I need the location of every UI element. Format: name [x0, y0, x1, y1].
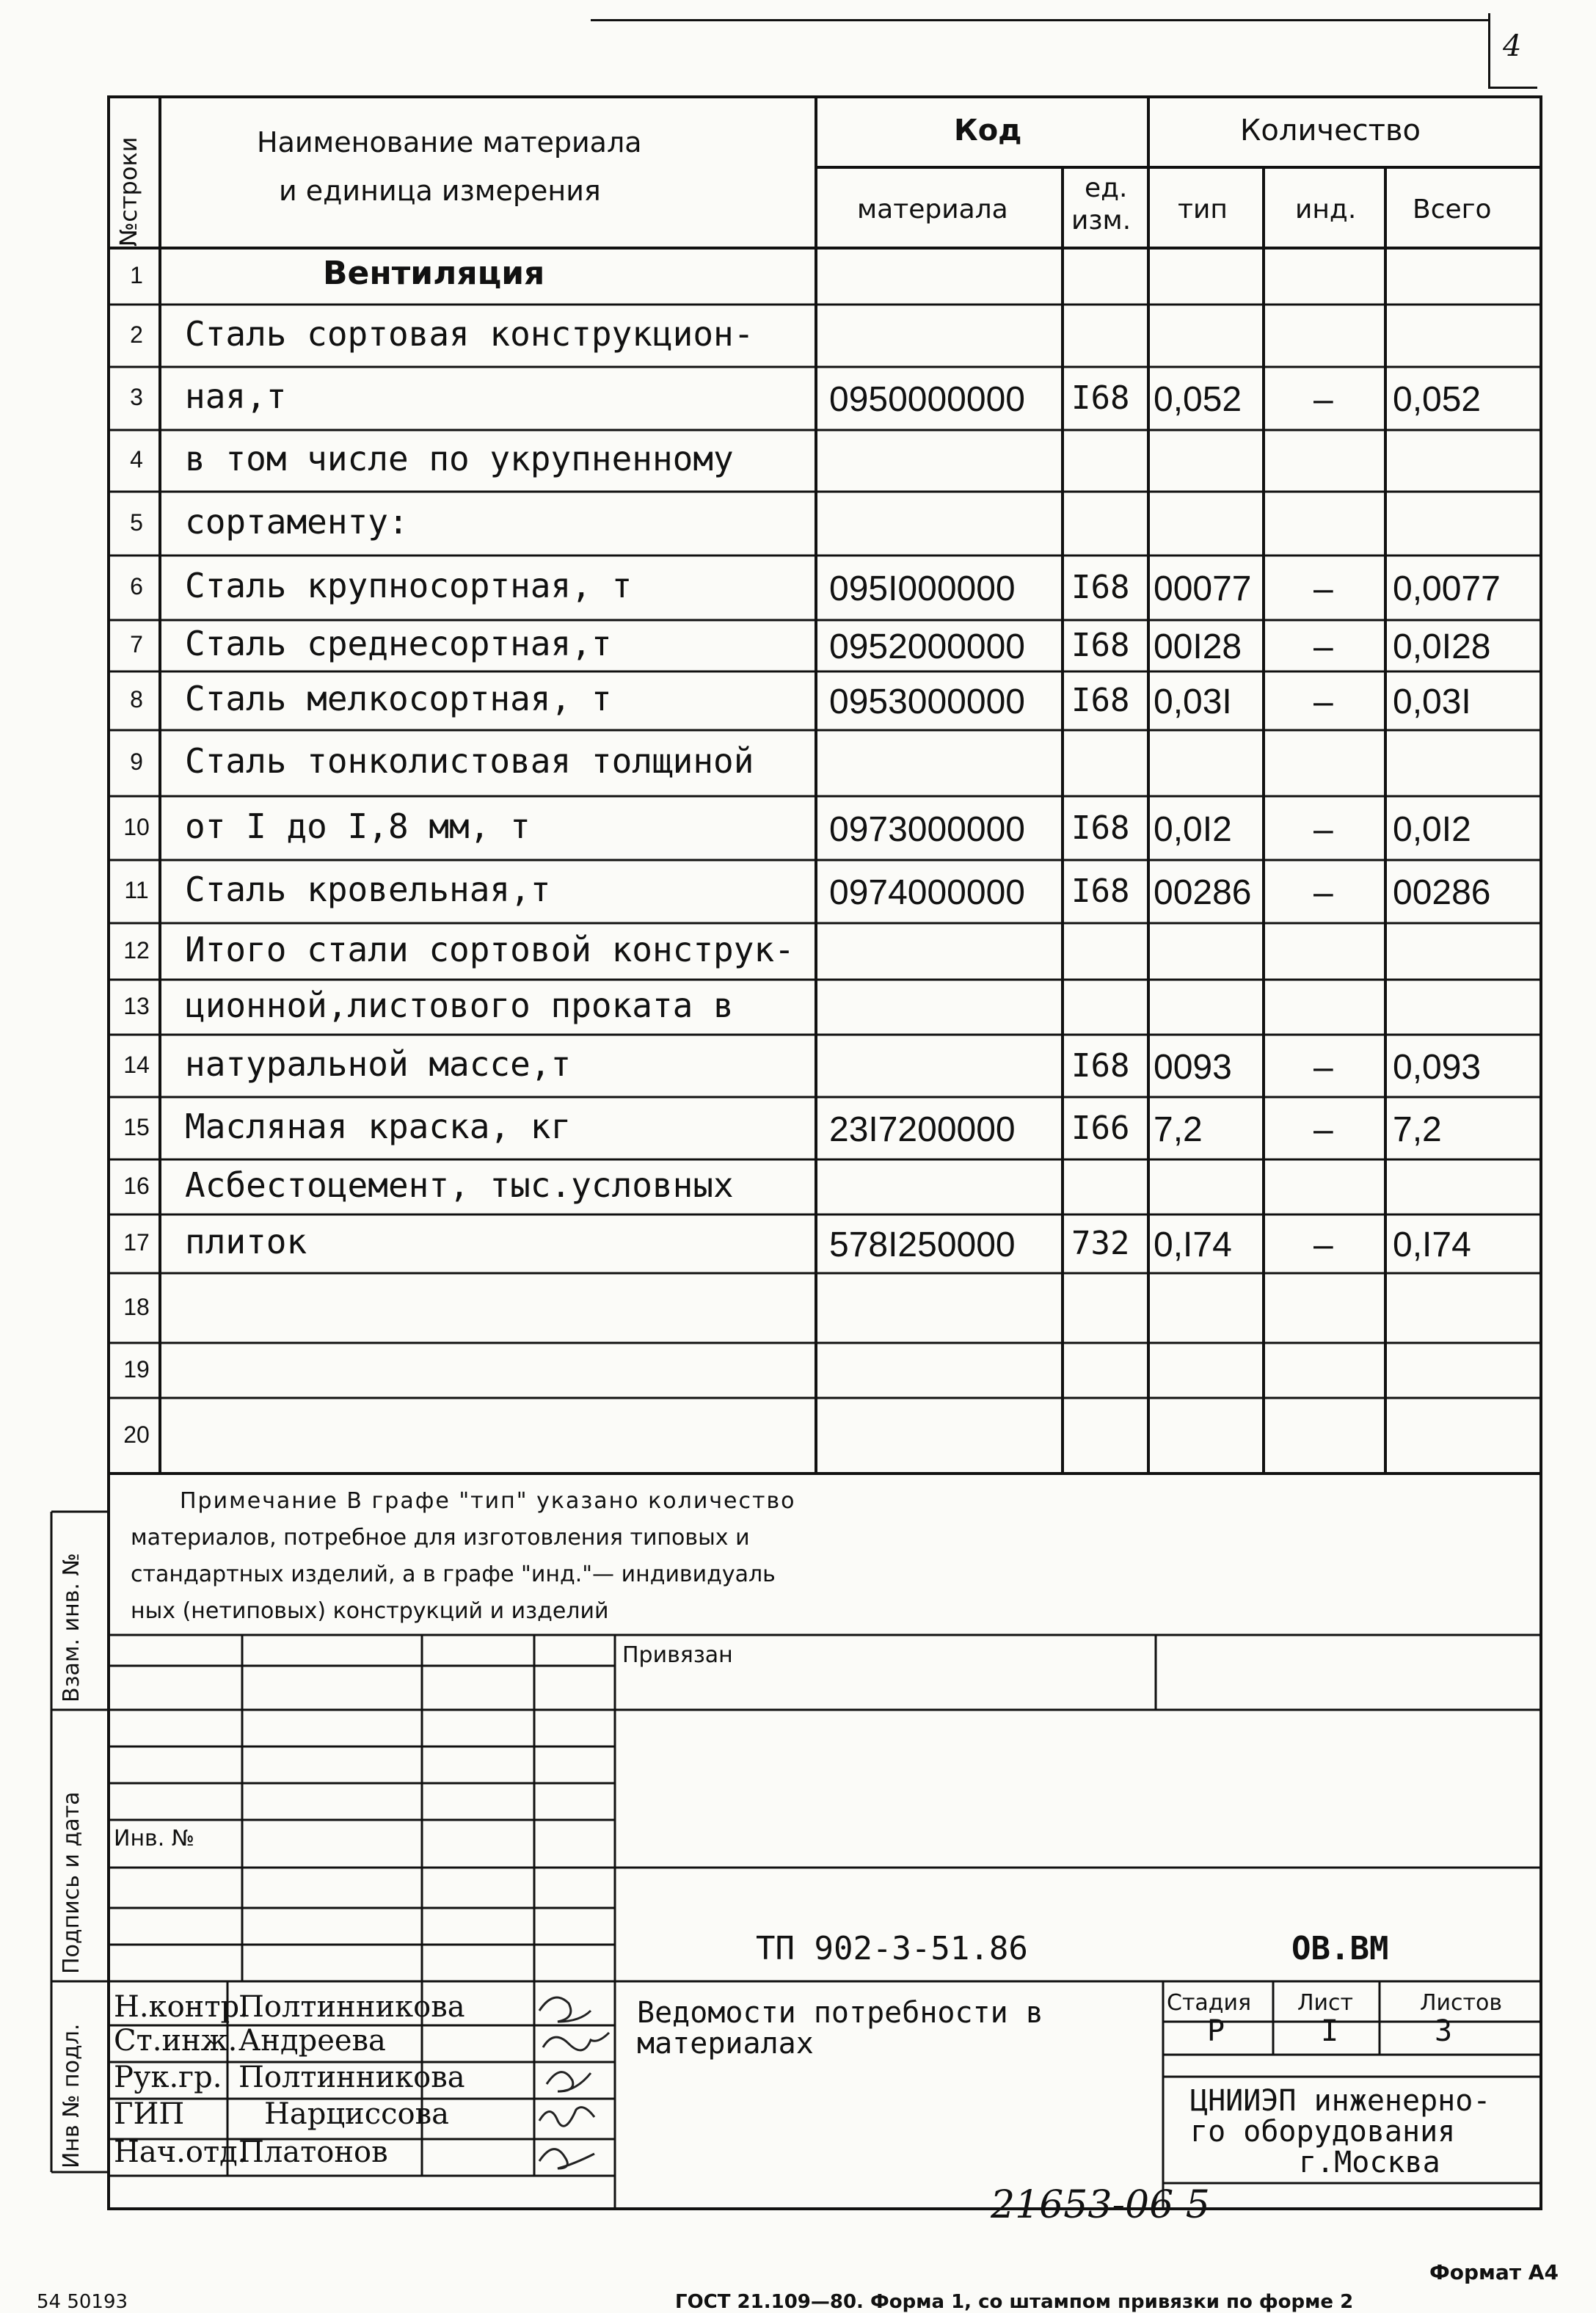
- cell-typ: 0,03I: [1154, 682, 1232, 721]
- footer-format: Формат А4: [1429, 2260, 1559, 2284]
- cell-ind: –: [1313, 380, 1333, 419]
- cell-typ: 00077: [1154, 569, 1252, 608]
- header-code-material: материала: [857, 194, 1008, 225]
- header-row-no: №строки: [114, 136, 142, 247]
- cell-n: 18: [123, 1293, 150, 1320]
- header-name-line1: Наименование материала: [257, 126, 642, 159]
- note-line3: стандартных изделий, а в графе "инд."— индивидуаль: [131, 1562, 776, 1587]
- side-label-podpis: Подпись и дата: [59, 1791, 84, 1974]
- cell-code: 0950000000: [829, 380, 1025, 419]
- signer-name: Полтинникова: [238, 2061, 465, 2094]
- cell-unit: I66: [1071, 1109, 1130, 1147]
- stamp-title-line1: Ведомости потребности в: [637, 1996, 1043, 2030]
- cell-total: 00286: [1393, 873, 1491, 912]
- cell-name: Масляная краска, кг: [185, 1106, 572, 1146]
- stamp-bound: Привязан: [622, 1642, 733, 1668]
- cell-total: 7,2: [1393, 1110, 1442, 1149]
- cell-total: 0,052: [1393, 380, 1482, 419]
- cell-name: ная,т: [185, 376, 287, 416]
- cell-n: 11: [124, 877, 149, 903]
- signer-role: Нач.отд.: [114, 2135, 247, 2169]
- stamp-org-line1: ЦНИИЭП инженерно-: [1190, 2084, 1491, 2118]
- signer-role: Рук.гр.: [114, 2061, 222, 2094]
- cell-typ: 0093: [1154, 1047, 1232, 1087]
- stamp-sheet: I: [1321, 2014, 1339, 2048]
- cell-code: 23I7200000: [829, 1110, 1016, 1149]
- cell-name: сортаменту:: [185, 501, 409, 542]
- cell-name: Сталь тонколистовая толщиной: [185, 741, 754, 781]
- stamp-sheet-label: Лист: [1297, 1990, 1354, 2016]
- cell-ind: –: [1313, 809, 1333, 849]
- header-code: Код: [954, 114, 1022, 147]
- cell-n: 4: [130, 446, 143, 473]
- cell-code: 0973000000: [829, 809, 1025, 849]
- cell-typ: 7,2: [1154, 1110, 1203, 1149]
- cell-n: 19: [123, 1355, 150, 1383]
- stamp-mark: ОВ.ВМ: [1291, 1930, 1389, 1967]
- cell-unit: 732: [1071, 1225, 1130, 1262]
- signer-role: ГИП: [114, 2097, 185, 2131]
- cell-n: 13: [123, 992, 150, 1019]
- side-label-inv-podl: Инв № подл.: [59, 2023, 84, 2168]
- cell-typ: 0,0I2: [1154, 809, 1232, 849]
- cell-name: Итого стали сортовой конструк-: [185, 929, 795, 969]
- cell-n: 7: [130, 631, 143, 658]
- cell-code: 0953000000: [829, 682, 1025, 721]
- cell-total: 0,0077: [1393, 569, 1501, 608]
- stamp-title-line2: материалах: [637, 2027, 814, 2061]
- cell-name: Сталь сортовая конструкцион-: [185, 313, 754, 354]
- cell-code: 578I250000: [829, 1225, 1016, 1264]
- cell-name: Сталь крупносортная, т: [185, 566, 633, 605]
- cell-name: в том числе по укрупненному: [185, 439, 734, 478]
- header-code-unit-1: ед.: [1085, 173, 1128, 203]
- cell-unit: I68: [1071, 379, 1130, 417]
- handwritten-number: 21653-06 5: [991, 2183, 1210, 2227]
- cell-ind: –: [1313, 682, 1333, 721]
- cell-n: 5: [130, 509, 143, 536]
- cell-ind: –: [1313, 1110, 1333, 1149]
- signer-name: Нарциссова: [264, 2097, 449, 2131]
- cell-n: 3: [130, 384, 143, 410]
- cell-code: 0952000000: [829, 627, 1025, 666]
- cell-total: 0,093: [1393, 1047, 1482, 1087]
- cell-n: 16: [123, 1172, 150, 1199]
- stamp-org-line3: г.Москва: [1299, 2146, 1440, 2179]
- cell-total: 0,03I: [1393, 682, 1471, 721]
- cell-ind: –: [1313, 569, 1333, 608]
- side-label-vzam: Взам. инв. №: [59, 1553, 84, 1702]
- cell-name: Сталь среднесортная,т: [185, 624, 612, 663]
- cell-unit: I68: [1071, 809, 1130, 847]
- cell-name: плиток: [185, 1222, 307, 1261]
- header-quantity: Количество: [1240, 114, 1421, 147]
- cell-name: ционной,листового проката в: [185, 985, 734, 1025]
- stamp-org-line2: го оборудования: [1190, 2115, 1456, 2149]
- cell-typ: 0,052: [1154, 380, 1242, 419]
- stamp-inv-no: Инв. №: [114, 1826, 195, 1851]
- stamp-doc-code: ТП 902-3-51.86: [756, 1930, 1028, 1967]
- cell-name: от I до I,8 мм, т: [185, 806, 531, 846]
- cell-name: Сталь мелкосортная, т: [185, 679, 612, 718]
- cell-unit: I68: [1071, 569, 1130, 606]
- cell-name: Сталь кровельная,т: [185, 870, 551, 909]
- cell-total: 0,0I2: [1393, 809, 1471, 849]
- cell-name: Асбестоцемент, тыс.условных: [185, 1165, 734, 1205]
- cell-n: 6: [130, 573, 143, 600]
- signer-name: Андреева: [238, 2024, 386, 2058]
- signer-role: Ст.инж.: [114, 2024, 238, 2058]
- signer-role: Н.контр.: [114, 1990, 249, 2024]
- cell-code: 0974000000: [829, 873, 1025, 912]
- cell-n: 10: [123, 813, 150, 840]
- footer-left: 54 50193: [37, 2291, 128, 2313]
- cell-ind: –: [1313, 1225, 1333, 1264]
- cell-n: 17: [123, 1229, 150, 1256]
- page-number: 4: [1503, 29, 1522, 63]
- stamp-stage-label: Стадия: [1167, 1990, 1252, 2016]
- header-code-unit-2: изм.: [1071, 205, 1132, 236]
- signer-name: Платонов: [238, 2135, 388, 2169]
- cell-code: 095I000000: [829, 569, 1016, 608]
- cell-typ: 00286: [1154, 873, 1252, 912]
- cell-ind: –: [1313, 627, 1333, 666]
- cell-ind: –: [1313, 1047, 1333, 1087]
- cell-n: 9: [130, 748, 143, 775]
- header-name-line2: и единица измерения: [279, 175, 601, 207]
- note-line2: материалов, потребное для изготовления типовых и: [131, 1525, 750, 1551]
- header-qty-type: тип: [1178, 194, 1228, 225]
- cell-unit: I68: [1071, 682, 1130, 719]
- cell-total: 0,0I28: [1393, 627, 1491, 666]
- stamp-sheets-label: Листов: [1420, 1990, 1503, 2016]
- cell-n: 14: [123, 1051, 150, 1078]
- cell-name: натуральной массе,т: [185, 1043, 572, 1084]
- signature-scribbles: [539, 1997, 609, 2168]
- signer-name: Полтинникова: [238, 1990, 465, 2024]
- cell-n: 20: [123, 1421, 150, 1448]
- note-line4: ных (нетиповых) конструкций и изделий: [131, 1598, 609, 1624]
- stamp-stage: Р: [1207, 2014, 1225, 2048]
- cell-n: 15: [123, 1113, 150, 1140]
- cell-name: Вентиляция: [323, 254, 545, 292]
- cell-ind: –: [1313, 873, 1333, 912]
- cell-typ: 0,I74: [1154, 1225, 1232, 1264]
- cell-n: 1: [130, 261, 143, 288]
- cell-n: 8: [130, 686, 143, 713]
- cell-total: 0,I74: [1393, 1225, 1471, 1264]
- footer-gost: ГОСТ 21.109—80. Форма 1, со штампом привязки по форме 2: [675, 2291, 1354, 2313]
- header-qty-ind: инд.: [1295, 194, 1357, 225]
- cell-unit: I68: [1071, 627, 1130, 664]
- cell-n: 12: [123, 936, 150, 964]
- cell-n: 2: [130, 321, 143, 348]
- header-qty-total: Всего: [1413, 194, 1492, 225]
- cell-typ: 00I28: [1154, 627, 1242, 666]
- note-line1: Примечание В графе "тип" указано количество: [180, 1488, 796, 1514]
- cell-unit: I68: [1071, 1046, 1130, 1085]
- cell-unit: I68: [1071, 873, 1130, 910]
- stamp-sheets: 3: [1435, 2014, 1453, 2048]
